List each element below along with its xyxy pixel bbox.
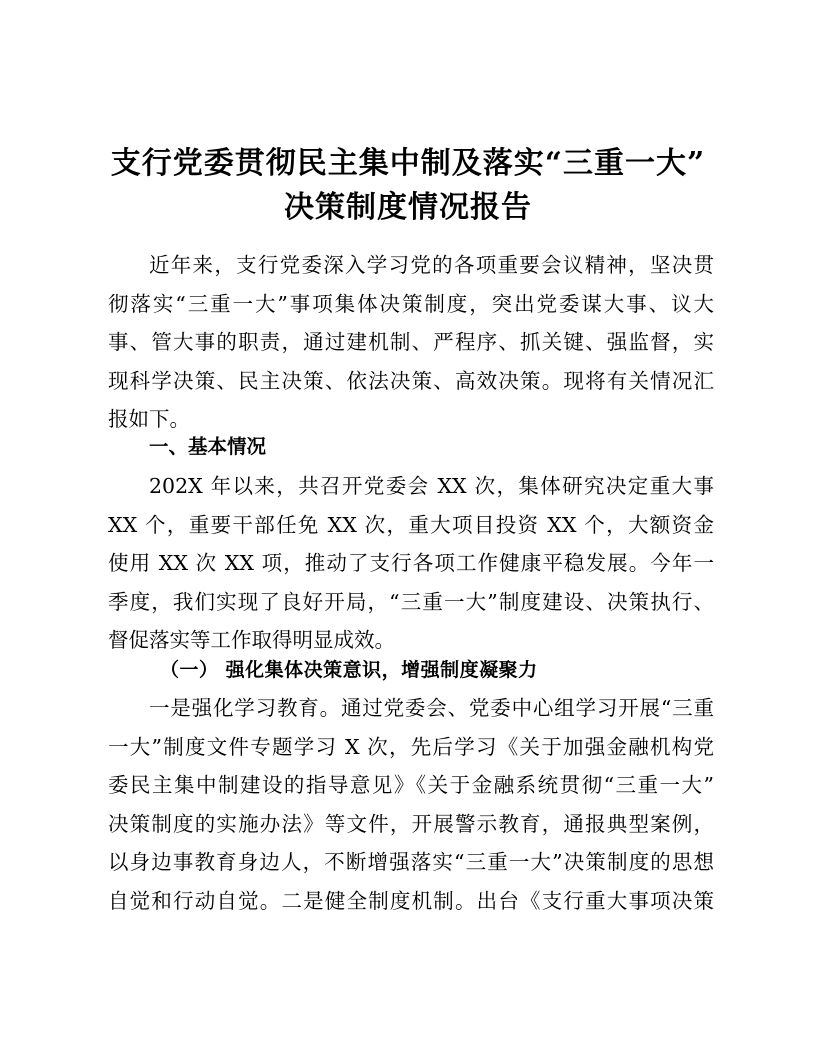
subsection-heading-collective-decision: （一） 强化集体决策意识，增强制度凝聚力 — [160, 659, 538, 681]
paragraph-line: 季度，我们实现了良好开局，“三重一大”制度建设、决策执行、 — [108, 589, 714, 614]
paragraph-line: 近年来，支行党委深入学习党的各项重要会议精神，坚决贯 — [149, 253, 714, 277]
paragraph-line: 一是强化学习教育。通过党委会、党委中心组学习开展“三重 — [149, 696, 714, 720]
paragraph-line: 现科学决策、民主决策、依法决策、高效决策。现将有关情况汇 — [108, 368, 714, 393]
paragraph-line: 委民主集中制建设的指导意见》《关于金融系统贯彻“三重一大” — [108, 773, 714, 798]
section-heading-basic-situation: 一、基本情况 — [149, 435, 267, 458]
paragraph-line: 事、管大事的职责，通过建机制、严程序、抓关键、强监督，实 — [108, 330, 714, 355]
intro-paragraph — [108, 246, 714, 439]
paragraph-line: 决策制度的实施办法》等文件，开展警示教育，通报典型案例， — [108, 811, 714, 836]
document-title-line-1: 支行党委贯彻民主集中制及落实“三重一大” — [110, 146, 706, 181]
paragraph-line: XX 个，重要干部任免 XX 次，重大项目投资 XX 个，大额资金 — [108, 512, 714, 537]
basic-situation-paragraph — [108, 467, 714, 660]
paragraph-line: 报如下。 — [108, 407, 190, 432]
document-title-line-2: 决策制度情况报告 — [284, 190, 532, 225]
paragraph-line: 一大”制度文件专题学习 X 次，先后学习《关于加强金融机构党 — [108, 734, 714, 759]
collective-decision-paragraph — [108, 689, 714, 921]
paragraph-line: 督促落实等工作取得明显成效。 — [108, 628, 395, 653]
paragraph-line: 以身边事教育身边人，不断增强落实“三重一大”决策制度的思想 — [108, 850, 714, 875]
paragraph-line: 202X 年以来，共召开党委会 XX 次，集体研究决定重大事 — [149, 474, 714, 498]
paragraph-line: 使用 XX 次 XX 项，推动了支行各项工作健康平稳发展。今年一 — [108, 551, 714, 576]
paragraph-line: 彻落实“三重一大”事项集体决策制度，突出党委谋大事、议大 — [108, 291, 714, 316]
paragraph-line: 自觉和行动自觉。二是健全制度机制。出台《支行重大事项决策 — [108, 888, 714, 913]
